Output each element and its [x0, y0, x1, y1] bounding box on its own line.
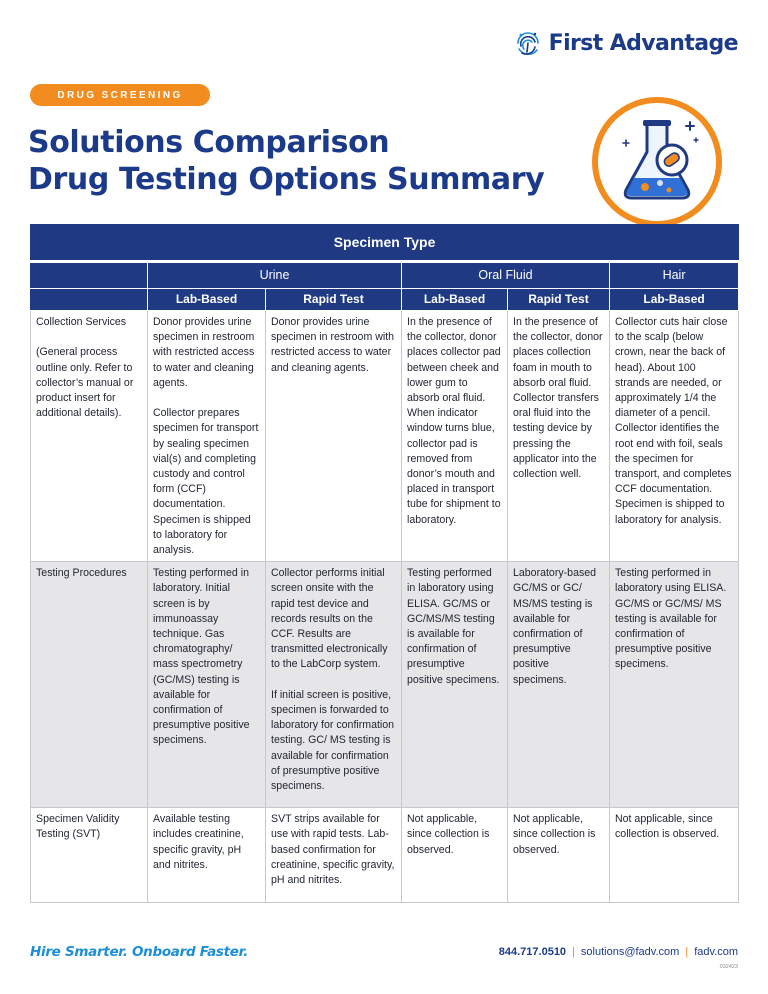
- table-cell: Available testing includes creatinine, specific gravity, pH and nitrites.: [148, 808, 266, 903]
- phone-number[interactable]: 844.717.0510: [498, 946, 567, 958]
- column-header-hair-lab: Lab-Based: [610, 289, 739, 311]
- table-cell: Donor provides urine specimen in restroom with restricted access to water and cleaning agents.: [266, 311, 402, 562]
- document-code: 032423: [719, 964, 738, 970]
- column-header-urine-lab: Lab-Based: [148, 289, 266, 311]
- table-row: [31, 808, 739, 903]
- row-label-collection-services: Collection Services (General process outline only. Refer to collector’s manual or product insert for additional details).: [31, 311, 148, 562]
- table-cell: SVT strips available for use with rapid tests. Lab-based confirmation for creatinine, specific gravity, pH and nitrites.: [266, 808, 402, 903]
- title-line-1: Solutions Comparison: [28, 125, 390, 160]
- table-cell: In the presence of the collector, donor places collector pad between cheek and lower gum to absorb oral fluid. When indicator window turns blue, collector pad is removed from donor’s mouth and placed in transport tube for shipment to laboratory.: [402, 311, 508, 562]
- separator: |: [572, 946, 575, 958]
- table-row: [31, 562, 739, 808]
- website-link[interactable]: fadv.com: [694, 946, 738, 958]
- column-header-oral-lab: Lab-Based: [402, 289, 508, 311]
- table-cell: Testing performed in laboratory. Initial screen is by immunoassay technique. Gas chromatography/ mass spectrometry (GC/MS) testing is available for confirmation of presumptive positive specimens.: [148, 562, 266, 808]
- group-header-hair: Hair: [610, 262, 739, 289]
- title-line-2: Drug Testing Options Summary: [28, 162, 545, 197]
- table-cell: In the presence of the collector, donor places collection foam in mouth to absorb oral fluid. Collector transfers oral fluid into the testing device by pressing the applicator into the collection well.: [508, 311, 610, 562]
- row-label-specimen-validity: Specimen Validity Testing (SVT): [31, 808, 148, 903]
- footer-tagline: Hire Smarter. Onboard Faster.: [30, 944, 248, 960]
- column-header-urine-rapid: Rapid Test: [266, 289, 402, 311]
- table-cell: Not applicable, since collection is observed.: [402, 808, 508, 903]
- header-spacer: [31, 262, 148, 289]
- footer-contact: [499, 946, 738, 958]
- category-pill: DRUG SCREENING: [30, 84, 210, 106]
- table-cell: Collector cuts hair close to the scalp (below crown, near the back of head). About 100 strands are needed, or approximately 1/4 the diameter of a pencil. Collector identifies the root end with foil, seals the specimen for transport, and completes CCF documentation. Specimen is shipped to laboratory for analysis.: [610, 311, 739, 562]
- header-spacer: [31, 289, 148, 311]
- fingerprint-icon: [513, 28, 543, 58]
- group-header-oral-fluid: Oral Fluid: [402, 262, 610, 289]
- table-cell: Not applicable, since collection is observed.: [610, 808, 739, 903]
- table-header-specimen-type: Specimen Type: [31, 225, 739, 262]
- table-row: [31, 311, 739, 562]
- lab-flask-icon: [590, 94, 728, 232]
- page-title: [28, 124, 544, 198]
- row-label-testing-procedures: Testing Procedures: [31, 562, 148, 808]
- table-cell: Testing performed in laboratory using ELISA. GC/MS or GC/MS/ MS testing is available for confirmation of presumptive positive specimens.: [610, 562, 739, 808]
- table-cell: Testing performed in laboratory using ELISA. GC/MS or GC/MS/MS testing is available for confirmation of presumptive positive specimens.: [402, 562, 508, 808]
- column-header-oral-rapid: Rapid Test: [508, 289, 610, 311]
- table-cell: Donor provides urine specimen in restroom with restricted access to water and cleaning agents. Collector prepares specimen for transport by sealing specimen vial(s) and completing custody and control form (CCF) documentation. Specimen is shipped to laboratory for analysis.: [148, 311, 266, 562]
- group-header-urine: Urine: [148, 262, 402, 289]
- comparison-table: [30, 224, 739, 903]
- first-advantage-logo: [513, 28, 738, 58]
- brand-name: First Advantage: [548, 30, 738, 56]
- email-link[interactable]: solutions@fadv.com: [580, 946, 680, 958]
- table-cell: Collector performs initial screen onsite with the rapid test device and records results on the CCF. Results are transmitted electronically to the LabCorp system. If initial screen is positive, specimen is forwarded to laboratory for confirmation testing. GC/ MS testing is available for confirmation of presumptive positive specimens.: [266, 562, 402, 808]
- table-cell: Laboratory-based GC/MS or GC/ MS/MS testing is available for confirmation of presumptive positive specimens.: [508, 562, 610, 808]
- table-cell: Not applicable, since collection is observed.: [508, 808, 610, 903]
- separator: |: [685, 946, 689, 958]
